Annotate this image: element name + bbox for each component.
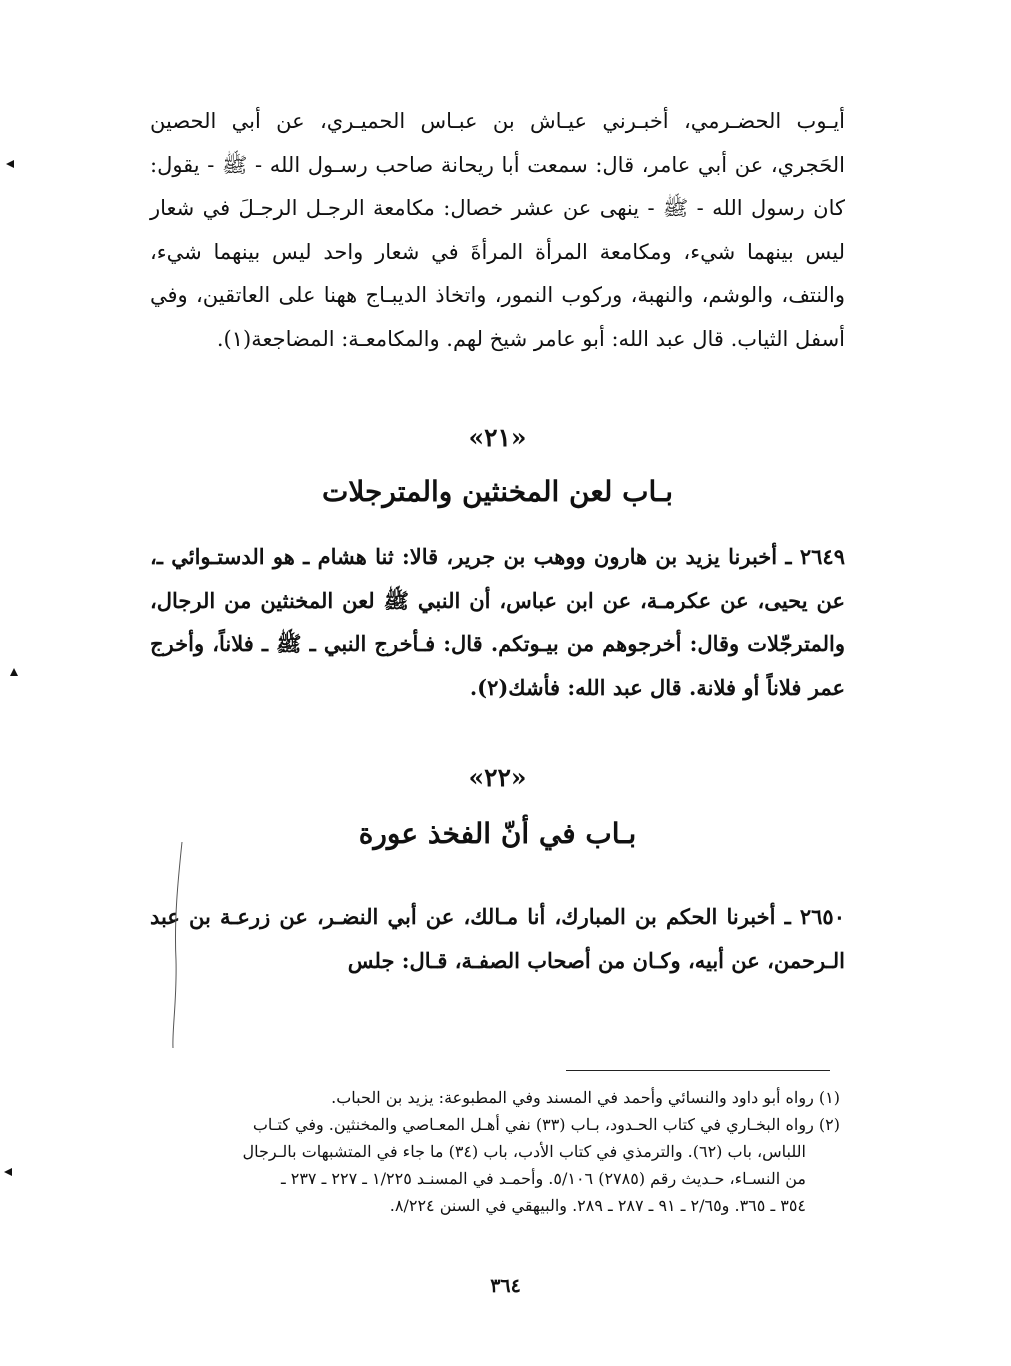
footnote-2-line-2: اللباس، باب (٦٢). والترمذي في كتاب الأدب، باب (٣٤) ما جاء في المتشبهات بالـرجال [242,1142,806,1161]
section-title-21: بـاب لعن المخنثين والمترجلات [321,475,673,508]
section-number-22: «٢٢» [468,763,527,792]
section-title-22: بـاب في أنّ الفخذ عورة [358,817,637,850]
footnote-1: (١) رواه أبو داود والنسائي وأحمد في المسند وفي المطبوعة: يزيد بن الحباب. [331,1088,840,1107]
hadith-2650: ٢٦٥٠ ـ أخبرنا الحكم بن المبارك، أنا مـالك، عن أبي النضـر، عن زرعـة بن عبد الـرحمن، عن أبيه، وكـان من أصحاب الصفـة، قـال: جلس [150,904,845,973]
footnote-separator [566,1070,830,1071]
footnote-2-line-4: ٣٥٤ ـ ٣٦٥. و٢/٦٥ ـ ٩١ ـ ٢٨٧ ـ ٢٨٩. والبيهقي في السنن ٨/٢٢٤. [389,1196,806,1215]
margin-mark-icon [10,668,18,676]
section-number-21: «٢١» [468,423,527,452]
margin-mark-icon [6,160,14,168]
footnotes [150,1084,840,1219]
footnote-2-line-3: من النسـاء، حـديث رقم (٢٧٨٥) ٥/١٠٦. وأحمـد في المسنـد ١/٢٢٥ ـ ٢٢٧ ـ ٢٣٧ ـ [280,1169,806,1188]
paragraph-continuation: أيـوب الحضـرمي، أخبـرني عيـاش بن عبـاس الحميـري، عن أبي الحصين الحَجري، عن أبي عامر، قال: سمعت أبا ريحانة صاحب رسـول الله - ﷺ - يقول: كان رسول الله - ﷺ - ينهى عن عشر خصال: مكامعة الرجـل الرجـلَ في شعار ليس بينهما شيء، ومكامعة المرأة المرأةَ في شعار واحد ليس بينهما شيء، والنتف، والوشم، والنهبة، وركوب النمور، واتخاذ الديبـاج ههنا على العاتقين، وفي أسفل الثياب. قال عبد الله: أبو عامر شيخ لهم. والمكامعـة: المضاجعة(١). [150,109,845,351]
margin-mark-icon [4,1168,12,1176]
footnote-2-line-1: (٢) رواه البخـاري في كتاب الحـدود، بـاب (٣٣) نفي أهـل المعـاصي والمخنثين. وفي كتـاب [252,1115,840,1134]
hadith-2649: ٢٦٤٩ ـ أخبرنا يزيد بن هارون ووهب بن جرير، قالا: ثنا هشام ـ هو الدستـوائي ـ، عن يحيى، عن عكرمـة، عن ابن عباس، أن النبي ﷺ لعن المخنثين من الرجال، والمترجّلات وقال: أخرجوهم من بيـوتكم. قال: فـأخرج النبي ـ ﷺ ـ فلاناً، وأخرج عمر فلاناً أو فلانة. قال عبد الله: فأشك(٢). [150,544,845,700]
page-body [150,100,845,982]
page-number: ٣٦٤ [490,1275,521,1297]
pencil-annotation-icon [168,840,188,1050]
